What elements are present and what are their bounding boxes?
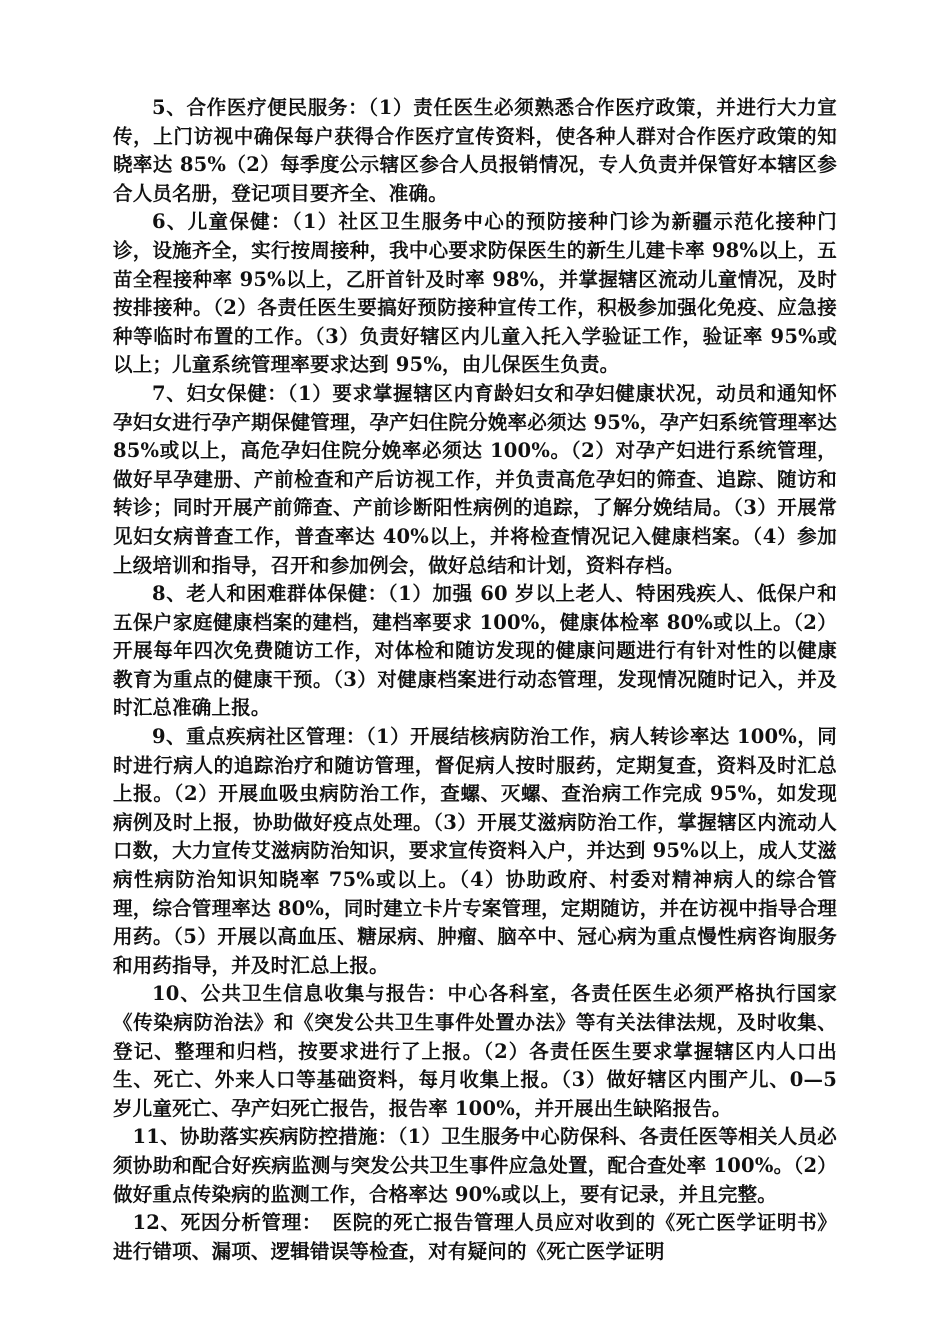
paragraph-elderly-health-care: 8、老人和困难群体保健：（1）加强 60 岁以上老人、特困残疾人、低保户和五保户家庭健康档案的建档，建档率要求 100%，健康体检率 80%或以上。（2）开展每年四次免费随访工作，对体检和随访发现的健康问题进行有针对性的以健康教育为重点的健康干预。（3）对健康档案进行动态管理，发现情况随时记入，并及时汇总准确上报。: [113, 582, 837, 720]
document-page: [113, 94, 837, 1266]
paragraph-key-disease-management: 9、重点疾病社区管理：（1）开展结核病防治工作，病人转诊率达 100%，同时进行病人的追踪治疗和随访管理，督促病人按时服药，定期复查，资料及时汇总上报。（2）开展血吸虫病防治工作，查螺、灭螺、查治病工作完成 95%，如发现病例及时上报，协助做好疫点处理。（3）开展艾滋病防治工作，掌握辖区内流动人口数，大力宣传艾滋病防治知识，要求宣传资料入户，并达到 95%以上，成人艾滋病性病防治知识知晓率 75%或以上。（4）协助政府、村委对精神病人的综合管理，综合管理率达 80%，同时建立卡片专案管理，定期随访，并在访视中指导合理用药。（5）开展以高血压、糖尿病、肿瘤、脑卒中、冠心病为重点慢性病咨询服务和用药指导，并及时汇总上报。: [113, 725, 837, 977]
paragraph-death-cause-analysis: 12、死因分析管理： 医院的死亡报告管理人员应对收到的《死亡医学证明书》进行错项、漏项、逻辑错误等检查，对有疑问的《死亡医学证明: [113, 1211, 837, 1263]
paragraph-child-health-care: 6、儿童保健：（1）社区卫生服务中心的预防接种门诊为新疆示范化接种门诊，设施齐全，实行按周接种，我中心要求防保医生的新生儿建卡率 98%以上，五苗全程接种率 95%以上，乙肝首针及时率 98%，并掌握辖区流动儿童情况，及时按排接种。（2）各责任医生要搞好预防接种宣传工作，积极参加强化免疫、应急接种等临时布置的工作。（3）负责好辖区内儿童入托入学验证工作，验证率 95%或以上；儿童系统管理率要求达到 95%，由儿保医生负责。: [113, 210, 837, 377]
paragraph-women-health-care: 7、妇女保健：（1）要求掌握辖区内育龄妇女和孕妇健康状况，动员和通知怀孕妇女进行孕产期保健管理，孕产妇住院分娩率必须达 95%，孕产妇系统管理率达 85%或以上，高危孕妇住院分娩率必须达 100%。（2）对孕产妇进行系统管理，做好早孕建册、产前检查和产后访视工作，并负责高危孕妇的筛查、追踪、随访和转诊；同时开展产前筛查、产前诊断阳性病例的追踪，了解分娩结局。（3）开展常见妇女病普查工作，普查率达 40%以上，并将检查情况记入健康档案。（4）参加上级培训和指导，召开和参加例会，做好总结和计划，资料存档。: [113, 381, 837, 577]
paragraph-public-health-information: 10、公共卫生信息收集与报告：中心各科室，各责任医生必须严格执行国家《传染病防治法》和《突发公共卫生事件处置办法》等有关法律法规，及时收集、登记、整理和归档，按要求进行了上报。（2）各责任医生要求掌握辖区内人口出生、死亡、外来人口等基础资料，每月收集上报。（3）做好辖区内围产儿、0—5 岁儿童死亡、孕产妇死亡报告，报告率 100%，并开展出生缺陷报告。: [113, 982, 837, 1120]
paragraph-cooperative-medical-service: 5、合作医疗便民服务：（1）责任医生必须熟悉合作医疗政策，并进行大力宣传，上门访视中确保每户获得合作医疗宣传资料，使各种人群对合作医疗政策的知晓率达 85%（2）每季度公示辖区参合人员报销情况，专人负责并保管好本辖区参合人员名册，登记项目要齐全、准确。: [113, 96, 837, 205]
paragraph-disease-control-measures: 11、协助落实疾病防控措施：（1）卫生服务中心防保科、各责任医等相关人员必须协助和配合好疾病监测与突发公共卫生事件应急处置，配合查处率 100%。（2）做好重点传染病的监测工作，合格率达 90%或以上，要有记录，并且完整。: [113, 1125, 837, 1206]
